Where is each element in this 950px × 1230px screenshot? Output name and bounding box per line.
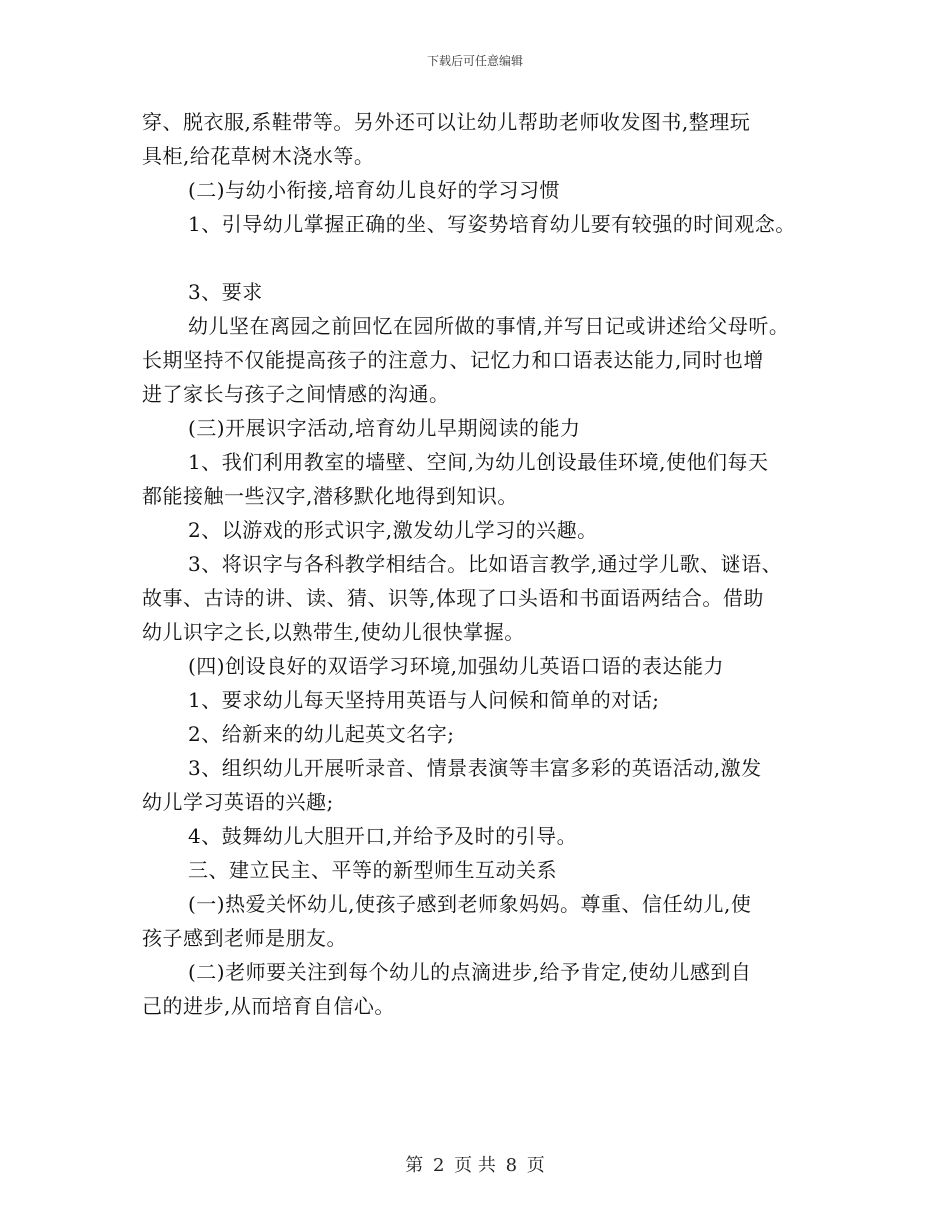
text-line: 孩子感到老师是朋友。 (142, 926, 347, 950)
page-total: 8 (505, 1155, 518, 1176)
section-heading: (三)开展识字活动,培育幼儿早期阅读的能力 (188, 416, 581, 440)
section-heading: 3、要求 (188, 280, 263, 304)
page-header: 下载后可任意编辑 (426, 54, 523, 68)
text-line: (一)热爱关怀幼儿,使孩子感到老师象妈妈。尊重、信任幼儿,使 (188, 892, 752, 916)
text-line: 2、给新来的幼儿起英文名字; (188, 722, 455, 746)
text-line: 幼儿识字之长,以熟带生,使幼儿很快掌握。 (142, 620, 525, 644)
text-line: 具柜,给花草树木浇水等。 (142, 144, 375, 168)
page-number-prefix: 第 (405, 1155, 424, 1176)
text-line: 都能接触一些汉字,潜移默化地得到知识。 (142, 484, 518, 508)
text-line: 1、引导幼儿掌握正确的坐、写姿势培育幼儿要有较强的时间观念。 (188, 212, 796, 236)
document-body (142, 105, 832, 1023)
text-line: 4、鼓舞幼儿大胆开口,并给予及时的引导。 (188, 824, 578, 848)
page-footer (0, 1155, 950, 1177)
text-line: 1、要求幼儿每天坚持用英语与人问候和简单的对话; (188, 688, 660, 712)
blank-line (142, 241, 832, 275)
text-line: 幼儿学习英语的兴趣; (142, 790, 334, 814)
page-number-suffix: 页 (526, 1155, 545, 1176)
text-line: 幼儿坚在离园之前回忆在园所做的事情,并写日记或讲述给父母听。 (188, 314, 790, 338)
text-line: 穿、脱衣服,系鞋带等。另外还可以让幼儿帮助老师收发图书,整理玩 (142, 110, 751, 134)
text-line: 3、将识字与各科教学相结合。比如语言教学,通过学儿歌、谜语、 (188, 552, 783, 576)
text-line: 故事、古诗的讲、读、猜、识等,体现了口头语和书面语两结合。借助 (142, 586, 764, 610)
text-line: 1、我们利用教室的墙壁、空间,为幼儿创设最佳环境,使他们每天 (188, 450, 769, 474)
text-line: (二)老师要关注到每个幼儿的点滴进步,给予肯定,使幼儿感到自 (188, 960, 752, 984)
text-line: 3、组织幼儿开展听录音、情景表演等丰富多彩的英语活动,激发 (188, 756, 762, 780)
section-heading: (二)与幼小衔接,培育幼儿良好的学习习惯 (188, 178, 560, 202)
text-line: 进了家长与孩子之间情感的沟通。 (142, 382, 450, 406)
page-number-middle: 页 共 (454, 1155, 496, 1176)
page-number: 2 (432, 1155, 445, 1176)
section-heading: 三、建立民主、平等的新型师生互动关系 (188, 858, 557, 882)
text-line: 己的进步,从而培育自信心。 (142, 994, 395, 1018)
text-line: 2、以游戏的形式识字,激发幼儿学习的兴趣。 (188, 518, 598, 542)
section-heading: (四)创设良好的双语学习环境,加强幼儿英语口语的表达能力 (188, 654, 724, 678)
text-line: 长期坚持不仅能提高孩子的注意力、记忆力和口语表达能力,同时也增 (142, 348, 764, 372)
